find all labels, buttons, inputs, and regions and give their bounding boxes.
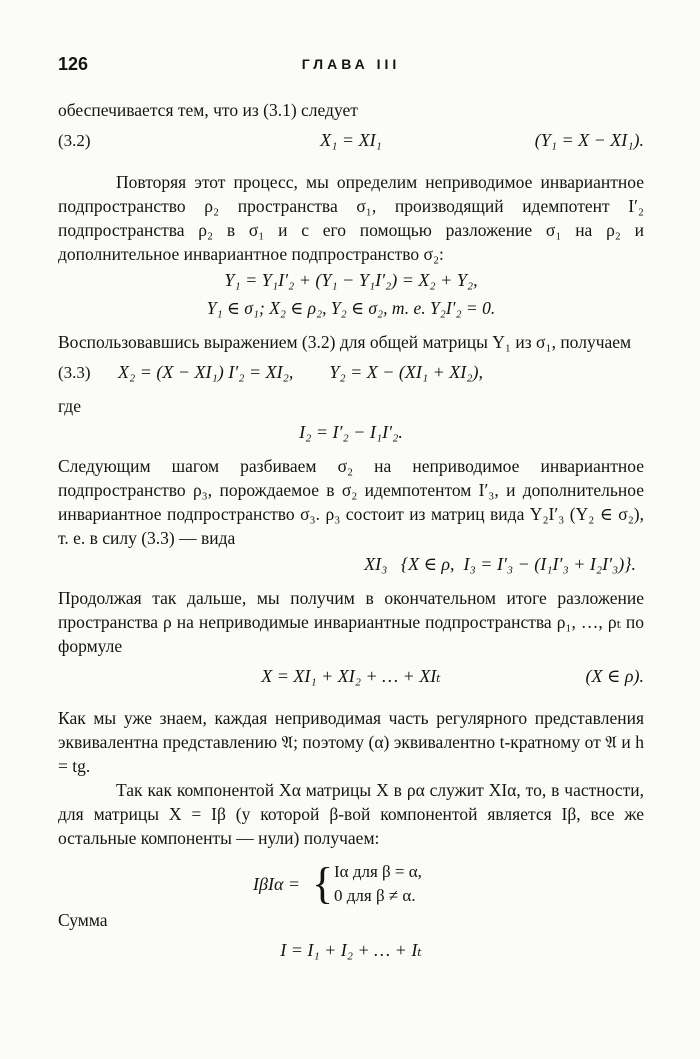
left-brace: { <box>312 859 334 908</box>
paragraph-5: Продолжая так дальше, мы получим в окончательном итоге разложение пространства ρ на неприводимые инвариантные подпространства ρ₁, …, ρₜ по формуле <box>58 588 644 656</box>
running-header <box>58 48 644 78</box>
chapter-title: ГЛАВА III <box>301 56 401 72</box>
equation-label: (3.2) <box>58 131 91 150</box>
sum-label: Сумма <box>58 910 108 930</box>
paragraph-4: Следующим шагом разбиваем σ₂ на неприводимое инвариантное подпространство ρ₃, порождаемое в σ₂ идемпотентом I′₃, и дополнительное инвариантное подпространство σ₃. ρ₃ состоит из матриц вида Y₂I′₃ (Y₂ ∈ σ₂), т. е. в силу (3.3) — вида <box>58 456 644 548</box>
equation-right: (X ∈ ρ). <box>585 666 644 686</box>
case-1: Iα для β = α, <box>334 862 422 881</box>
equation-main: X = XI₁ + XI₂ + … + XIₜ <box>261 666 441 686</box>
equation-2b: Y₁ ∈ σ₁; X₂ ∈ ρ₂, Y₂ ∈ σ₂, т. е. Y₂I′₂ = 0. <box>206 298 496 318</box>
paragraph-3: Воспользовавшись выражением (3.2) для общей матрицы Y₁ из σ₁, получаем <box>58 332 632 352</box>
equation-i2: I₂ = I′₂ − I₁I′₂. <box>299 422 403 442</box>
equation-3-2 <box>58 122 644 162</box>
cases-lhs: IβIα = <box>253 874 301 894</box>
cases-equation <box>58 856 644 916</box>
equation-label: (3.3) <box>58 363 91 382</box>
equation-2a: Y₁ = Y₁I′₂ + (Y₁ − Y₁I′₂) = X₂ + Y₂, <box>224 270 478 290</box>
paragraph-7: Так как компонентой Xα матрицы X в ρα служит XIα, то, в частности, для матрицы X = Iβ (у которой β-вой компонентой является Iβ, все же остальные компоненты — нули) получаем: <box>58 780 644 848</box>
paragraph-1: обеспечивается тем, что из (3.1) следует <box>58 100 358 120</box>
paragraph-2: Повторяя этот процесс, мы определим неприводимое инвариантное подпространство ρ₂ пространства σ₁, производящий идемпотент I′₂ подпространства ρ₂ в σ₁ и с его помощью разложение σ₁ на ρ₂ и дополнительное инвариантное подпространство σ₂: <box>58 172 644 264</box>
equation-xi3: XI₃ {X ∈ ρ, I₃ = I′₃ − (I₁I′₃ + I₂I′₃)}. <box>364 554 636 574</box>
case-2: 0 для β ≠ α. <box>334 886 416 905</box>
paragraph-6: Как мы уже знаем, каждая неприводимая часть регулярного представления эквивалентна представлению 𝔄; поэтому (α) эквивалентно t-кратному от 𝔄 и h = tg. <box>58 708 644 776</box>
equation-3-3 <box>58 354 644 394</box>
equation-decomposition <box>58 658 644 698</box>
equation-sum: I = I₁ + I₂ + … + Iₜ <box>280 940 422 960</box>
equation-main: X₂ = (X − XI₁) I′₂ = XI₂, Y₂ = X − (XI₁ + XI₂), <box>118 362 484 382</box>
equation-main: X₁ = XI₁ <box>320 130 382 150</box>
book-page <box>58 48 644 964</box>
page-number: 126 <box>58 54 89 74</box>
equation-right: (Y₁ = X − XI₁). <box>534 130 644 150</box>
where-word: где <box>58 396 81 416</box>
